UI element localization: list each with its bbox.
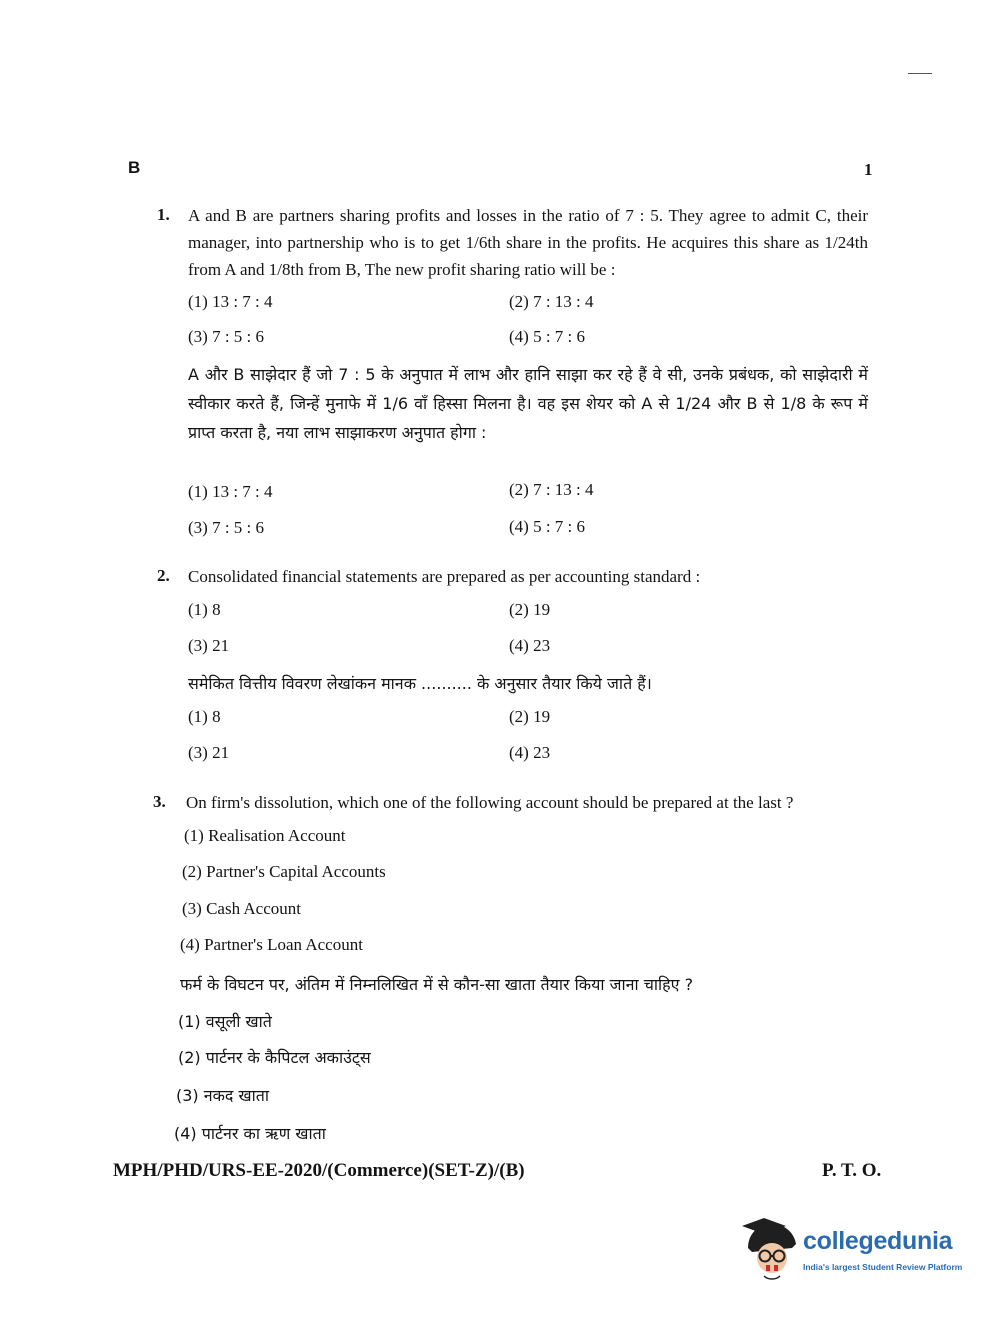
q1-hindi-option-3: (3) 7 : 5 : 6 — [188, 518, 265, 537]
q1-option-2: (2) 7 : 13 : 4 — [509, 292, 594, 311]
q2-option-4: (4) 23 — [509, 636, 551, 655]
q2-option-3: (3) 21 — [188, 636, 230, 655]
watermark-tagline: India's largest Student Review Platform — [803, 1262, 963, 1272]
q2-hindi-option-4: (4) 23 — [509, 743, 551, 762]
q1-hindi-option-4: (4) 5 : 7 : 6 — [509, 517, 586, 536]
q3-hindi-option-3: (3) नकद खाता — [176, 1086, 269, 1105]
paper-code: MPH/PHD/URS-EE-2020/(Commerce)(SET-Z)/(B) — [113, 1160, 525, 1181]
q3-hindi-option-2: (2) पार्टनर के कैपिटल अकाउंट्स — [178, 1048, 371, 1067]
q3-option-4: (4) Partner's Loan Account — [180, 935, 363, 954]
q1-hindi-text: A और B साझेदार हैं जो 7 : 5 के अनुपात में लाभ और हानि साझा कर रहे हैं वे सी, उनके प्रबंधक, को साझेदारी में स्वीकार करते हैं, जिन्हें मुनाफे में 1/6 वाँ हिस्सा मिलना है। वह इस शेयर को A से 1/24 और B से 1/8 के रूप में प्राप्त करता है, नया लाभ साझाकरण अनुपात होगा : — [188, 365, 868, 442]
collegedunia-logo-icon — [742, 1214, 804, 1284]
q1-number: 1. — [157, 205, 170, 224]
q2-number: 2. — [157, 566, 170, 585]
q1-option-1: (1) 13 : 7 : 4 — [188, 292, 273, 311]
q2-hindi-option-1: (1) 8 — [188, 707, 221, 726]
q3-hindi-option-4: (4) पार्टनर का ऋण खाता — [174, 1124, 326, 1143]
q2-hindi-option-3: (3) 21 — [188, 743, 230, 762]
q2-hindi-text: समेकित वित्तीय विवरण लेखांकन मानक .......... के अनुसार तैयार किये जाते हैं। — [188, 674, 652, 693]
set-label: B — [128, 158, 141, 177]
watermark-brand: collegedunia — [803, 1227, 953, 1255]
q3-option-1: (1) Realisation Account — [184, 826, 346, 845]
q3-number: 3. — [153, 792, 166, 811]
q1-option-4: (4) 5 : 7 : 6 — [509, 327, 586, 346]
q1-option-3: (3) 7 : 5 : 6 — [188, 327, 265, 346]
q2-option-2: (2) 19 — [509, 600, 551, 619]
pto-label: P. T. O. — [822, 1160, 882, 1181]
q2-text: Consolidated financial statements are prepared as per accounting standard : — [188, 567, 701, 586]
q3-option-3: (3) Cash Account — [182, 899, 301, 918]
scan-mark — [908, 73, 932, 74]
q3-option-2: (2) Partner's Capital Accounts — [182, 862, 386, 881]
q3-hindi-text: फर्म के विघटन पर, अंतिम में निम्नलिखित में से कौन-सा खाता तैयार किया जाना चाहिए ? — [180, 975, 694, 994]
q1-text: A and B are partners sharing profits and losses in the ratio of 7 : 5. They agree to admit C, their manager, into partnership who is to get 1/6th share in the profits. He acquires this share as 1/24th from A and 1/8th from B, The new profit sharing ratio will be : — [188, 206, 868, 279]
page-number: 1 — [864, 160, 873, 179]
q3-hindi-option-1: (1) वसूली खाते — [178, 1012, 272, 1031]
q2-option-1: (1) 8 — [188, 600, 221, 619]
q1-hindi-option-1: (1) 13 : 7 : 4 — [188, 482, 273, 501]
q3-text: On firm's dissolution, which one of the following account should be prepared at the last ? — [186, 793, 794, 812]
q1-hindi-option-2: (2) 7 : 13 : 4 — [509, 480, 594, 499]
q2-hindi-option-2: (2) 19 — [509, 707, 551, 726]
